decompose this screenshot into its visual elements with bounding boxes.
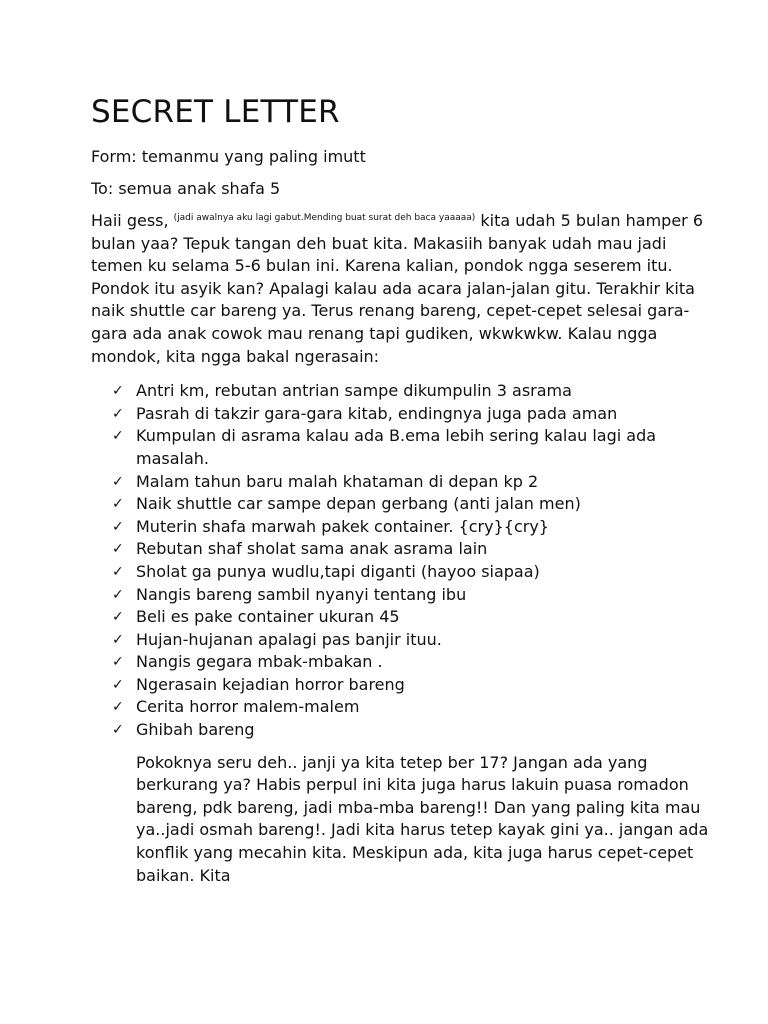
- aside-note: (jadi awalnya aku lagi gabut.Mending buat surat deh baca yaaaaa): [173, 213, 476, 223]
- checklist-item: [112, 471, 711, 494]
- check-mark-icon: ✓: [112, 609, 124, 626]
- check-mark-icon: ✓: [112, 563, 124, 580]
- check-mark-icon: ✓: [112, 496, 124, 513]
- closing-paragraph: Pokoknya seru deh.. janji ya kita tetep ber 17? Jangan ada yang berkurang ya? Habis perpul ini kita juga harus lakuin puasa romadon bareng, pdk bareng, jadi mba-mba bareng!! Dan yang paling kita mau ya..jadi osmah bareng!. Jadi kita harus tetep kayak gini ya.. jangan ada konflik yang mecahin kita. Meskipun ada, kita juga harus cepet-cepet baikan. Kita: [136, 752, 709, 885]
- checklist-item-text: Hujan-hujanan apalagi pas banjir ituu.: [136, 629, 442, 649]
- check-mark-icon: ✓: [112, 405, 124, 422]
- checklist-item: [112, 516, 711, 539]
- greeting-text: Haii gess,: [91, 211, 174, 230]
- checklist-item: [112, 674, 711, 697]
- checklist-item: [112, 606, 711, 629]
- checklist-item: [112, 403, 711, 426]
- document-page: [91, 92, 711, 887]
- checklist-item: [112, 425, 711, 470]
- checklist-item-text: Ngerasain kejadian horror bareng: [136, 674, 405, 694]
- intro-paragraph: [91, 210, 711, 368]
- check-mark-icon: ✓: [112, 428, 124, 445]
- checklist-item-text: Muterin shafa marwah pakek container. {cry}{cry}: [136, 516, 549, 536]
- checklist-item-text: Kumpulan di asrama kalau ada B.ema lebih sering kalau lagi ada masalah.: [136, 426, 657, 468]
- checklist-item: [112, 696, 711, 719]
- checklist-item-text: Beli es pake container ukuran 45: [136, 607, 400, 627]
- checklist: [91, 380, 711, 742]
- checklist-item: [112, 380, 711, 403]
- checklist-item-text: Pasrah di takzir gara-gara kitab, endingnya juga pada aman: [136, 403, 618, 423]
- check-mark-icon: ✓: [112, 383, 124, 400]
- checklist-item-text: Antri km, rebutan antrian sampe dikumpulin 3 asrama: [136, 381, 572, 401]
- document-title: SECRET LETTER: [91, 94, 340, 130]
- checklist-item: [112, 493, 711, 516]
- checklist-item-text: Ghibah bareng: [136, 720, 255, 740]
- check-mark-icon: ✓: [112, 518, 124, 535]
- checklist-item: [112, 629, 711, 652]
- checklist-item-text: Naik shuttle car sampe depan gerbang (anti jalan men): [136, 494, 581, 514]
- intro-body-text: kita udah 5 bulan hamper 6 bulan yaa? Tepuk tangan deh buat kita. Makasiih banyak udah mau jadi temen ku selama 5-6 bulan ini. Karena kalian, pondok ngga seserem itu. Pondok itu asyik kan? Apalagi kalau ada acara jalan-jalan gitu. Terakhir kita naik shuttle car bareng ya. Terus renang bareng, cepet-cepet selesai gara-gara ada anak cowok mau renang tapi gudiken, wkwkwkw. Kalau ngga mondok, kita ngga bakal ngerasain:: [91, 211, 703, 366]
- checklist-item-text: Nangis gegara mbak-mbakan .: [136, 652, 383, 672]
- checklist-item-text: Sholat ga punya wudlu,tapi diganti (hayoo siapaa): [136, 561, 540, 581]
- check-mark-icon: ✓: [112, 541, 124, 558]
- checklist-item: [112, 651, 711, 674]
- checklist-item-text: Rebutan shaf sholat sama anak asrama lain: [136, 539, 488, 559]
- check-mark-icon: ✓: [112, 631, 124, 648]
- check-mark-icon: ✓: [112, 722, 124, 739]
- check-mark-icon: ✓: [112, 654, 124, 671]
- check-mark-icon: ✓: [112, 699, 124, 716]
- check-mark-icon: ✓: [112, 586, 124, 603]
- check-mark-icon: ✓: [112, 473, 124, 490]
- from-line: Form: temanmu yang paling imutt: [91, 147, 366, 166]
- to-line: To: semua anak shafa 5: [91, 179, 281, 198]
- checklist-item: [112, 719, 711, 742]
- checklist-item-text: Nangis bareng sambil nyanyi tentang ibu: [136, 584, 467, 604]
- checklist-item: [112, 561, 711, 584]
- checklist-item: [112, 584, 711, 607]
- checklist-item-text: Malam tahun baru malah khataman di depan kp 2: [136, 471, 539, 491]
- checklist-item-text: Cerita horror malem-malem: [136, 697, 360, 717]
- checklist-item: [112, 538, 711, 561]
- check-mark-icon: ✓: [112, 676, 124, 693]
